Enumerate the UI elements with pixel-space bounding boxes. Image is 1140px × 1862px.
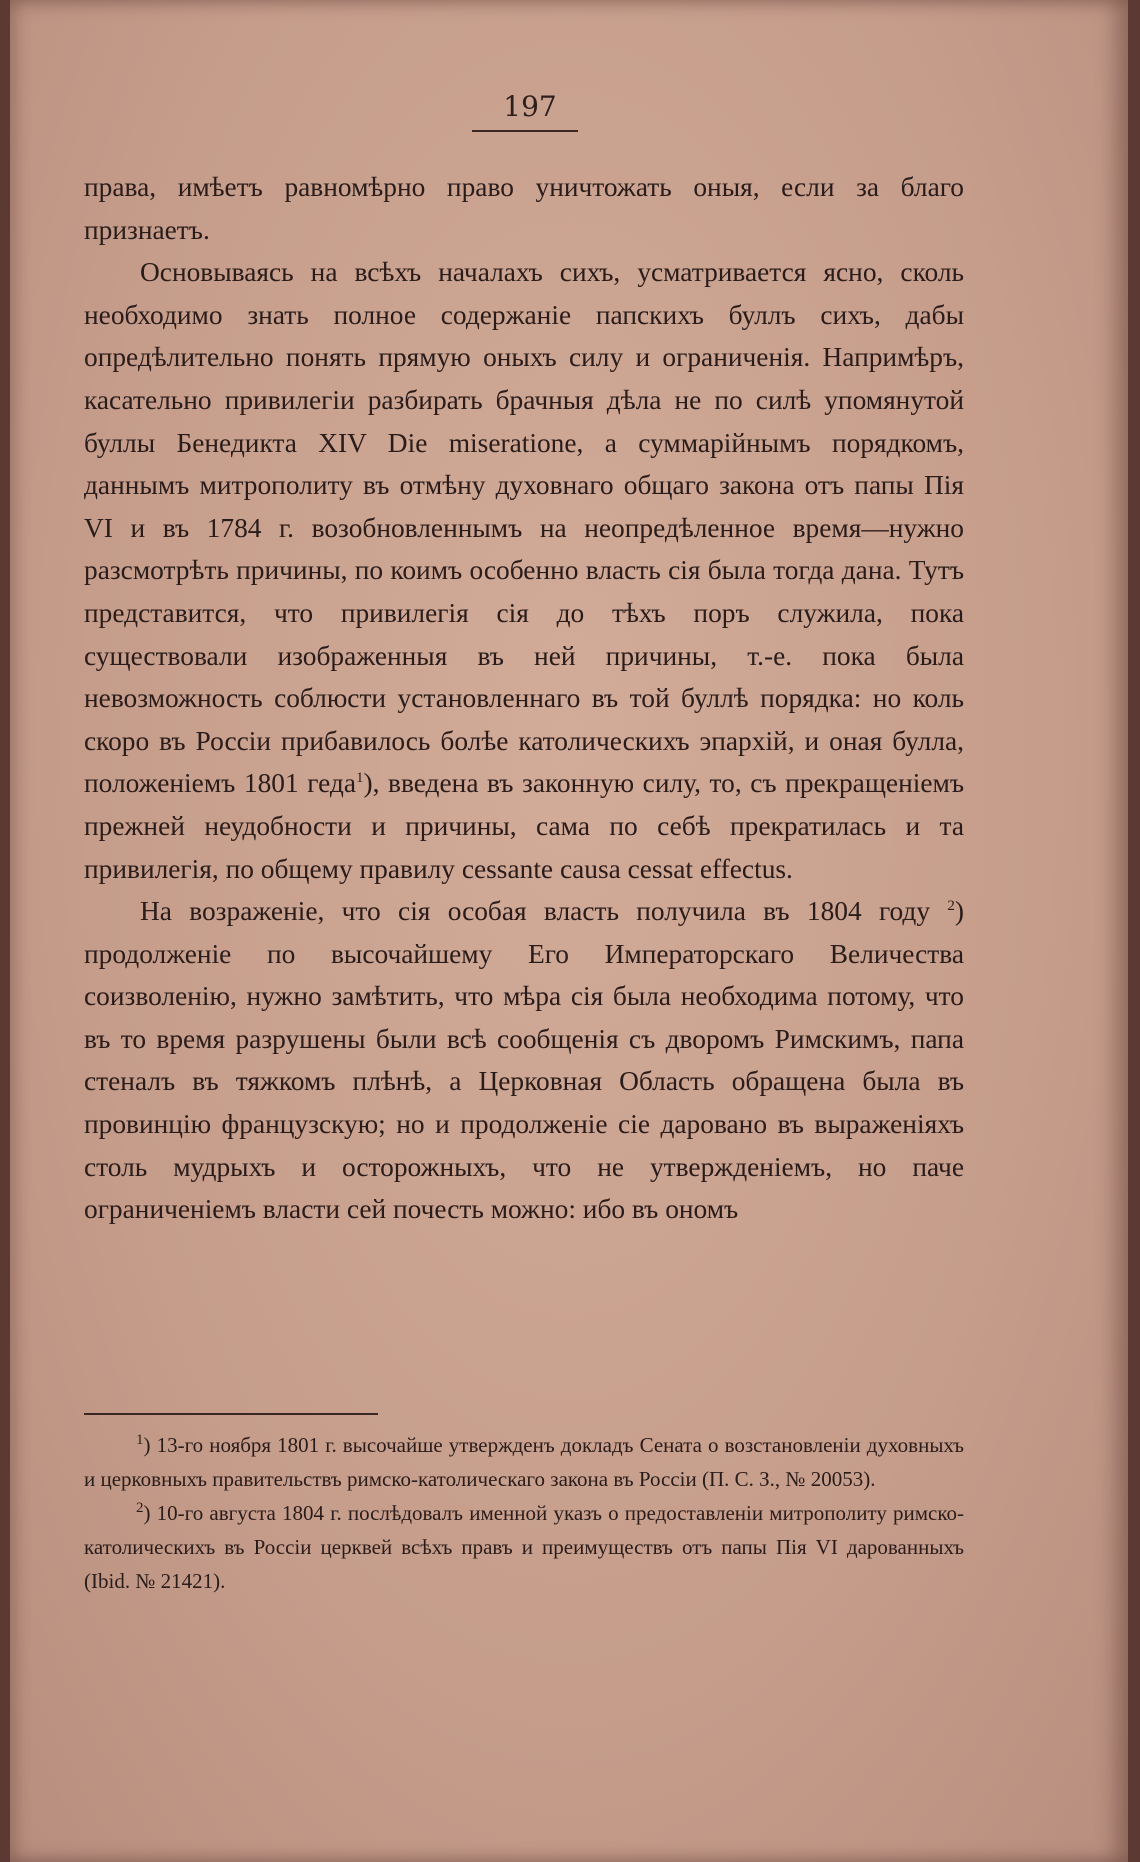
footnote-1	[84, 1428, 964, 1496]
footnote-ref-2[interactable]: 2	[947, 897, 955, 914]
footnotes	[84, 1428, 964, 1598]
footnote-2-text: ) 10-го августа 1804 г. послѣдовалъ именной указъ о предоставленіи митрополиту римско-католическихъ въ Россіи церквей всѣхъ правъ и преимуществъ отъ папы Пія VI дарованныхъ (Ibid. № 21421).	[84, 1501, 964, 1593]
page-number-rule	[472, 130, 578, 132]
body-text	[84, 166, 964, 1231]
paragraph-3	[84, 890, 964, 1231]
footnote-1-text: ) 13-го ноября 1801 г. высочайше утвержденъ докладъ Сената о возстановленіи духовныхъ и церковныхъ правительствъ римско-католическаго закона въ Россіи (П. С. З., № 20053).	[84, 1433, 964, 1491]
footnote-rule	[84, 1413, 378, 1415]
paragraph-3-text: На возраженіе, что сія особая власть получила въ 1804 году	[140, 896, 931, 927]
paragraph-1-text: права, имѣетъ равномѣрно право уничтожать оныя, если за благо признаетъ.	[84, 172, 964, 245]
footnote-2	[84, 1496, 964, 1598]
paragraph-1	[84, 166, 964, 251]
paragraph-2-text-after: ), введена въ законную силу, то, съ прекращеніемъ прежней неудобности и причины, сама по себѣ прекратилась и та привилегія, по общему правилу cessante causa cessat effectus.	[84, 768, 964, 884]
footnote-2-marker: 2	[136, 1500, 144, 1516]
paragraph-2	[84, 251, 964, 890]
page-number: 197	[503, 90, 557, 123]
footnote-1-marker: 1	[136, 1432, 144, 1448]
book-page	[10, 0, 1128, 1862]
footnote-ref-1[interactable]: 1	[356, 770, 364, 787]
paragraph-2-text: Основываясь на всѣхъ началахъ сихъ, усматривается ясно, сколь необходимо знать полное содержаніе папскихъ буллъ сихъ, дабы опредѣлительно понять прямую оныхъ силу и ограниченія. Напримѣръ, касательно привилегіи разбирать брачныя дѣла не по силѣ упомянутой буллы Бенедикта XIV Die miseratione, а суммарійнымъ порядкомъ, даннымъ митрополиту въ отмѣну духовнаго общаго закона отъ папы Пія VI и въ 1784 г. возобновленнымъ на неопредѣленное время—нужно разсмотрѣть причины, по коимъ особенно власть сія была тогда дана. Тутъ представится, что привилегія сія до тѣхъ поръ служила, пока существовали изображенныя въ ней причины, т.-е. пока была невозможность соблюсти установленнаго въ той буллѣ порядка: но коль скоро въ Россіи прибавилось болѣе католическихъ эпархій, и оная булла, положеніемъ 1801 геда	[84, 257, 964, 799]
paragraph-3-text-after: ) продолженіе по высочайшему Его Императорскаго Величества соизволенію, нужно замѣтить, что мѣра сія была необходима потому, что въ то время разрушены были всѣ сообщенія съ дворомъ Римскимъ, папа стеналъ въ тяжкомъ плѣнѣ, а Церковная Область обращена была въ провинцію французскую; но и продолженіе сіе даровано въ выраженіяхъ столь мудрыхъ и осторожныхъ, что не утвержденіемъ, но паче ограниченіемъ власти сей почесть можно: ибо въ ономъ	[84, 896, 964, 1225]
